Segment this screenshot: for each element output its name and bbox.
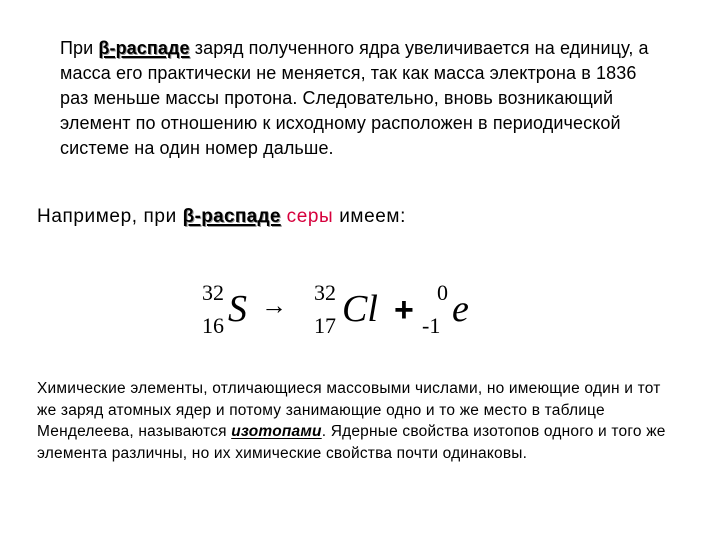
example-beta-decay-term: β-распаде: [182, 206, 281, 227]
sulfur-symbol: S: [228, 288, 247, 330]
paragraph-text: заряд полученного ядра увеличивается на единицу, а масса его практически не меняется, так как масса электрона в 1836 раз меньше массы протона. Следовательно, вновь возникающий элемент по отношению к исходному расположен в периодической системе на один номер дальше.: [60, 38, 649, 158]
paragraph-beta-decay: [60, 36, 660, 161]
paragraph-prefix: При: [60, 38, 99, 58]
chlorine-mass-number: 32: [314, 280, 336, 305]
sulfur-charge-number: 16: [202, 313, 224, 338]
example-prefix: Например, при: [37, 206, 183, 227]
sulfur-mass-number: 32: [202, 280, 224, 305]
isotopes-term: изотопами: [231, 423, 322, 440]
beta-decay-term: β-распаде: [98, 38, 190, 58]
plus-sign: +: [394, 291, 414, 329]
chlorine-symbol: Cl: [342, 288, 378, 330]
nuclear-equation: [196, 276, 496, 346]
example-suffix: имеем:: [333, 206, 406, 227]
isotopes-text-after: . Ядерные свойства изотопов одного и того же элемента различны, но их химические свойства почти одинаковы.: [37, 423, 666, 462]
reaction-arrow: →: [261, 291, 287, 320]
electron-mass-number: 0: [437, 280, 448, 305]
example-line: [37, 204, 637, 230]
paragraph-isotopes: [37, 378, 677, 464]
isotopes-text-before: Химические элементы, отличающиеся массовыми числами, но имеющие один и тот же заряд атомных ядер и потому занимающие одно и то же место в таблице Менделеева, называются: [37, 380, 661, 440]
electron-symbol: e: [452, 288, 469, 330]
chlorine-charge-number: 17: [314, 313, 336, 338]
electron-charge-number: -1: [422, 313, 441, 338]
sulfur-word: серы: [286, 206, 334, 227]
